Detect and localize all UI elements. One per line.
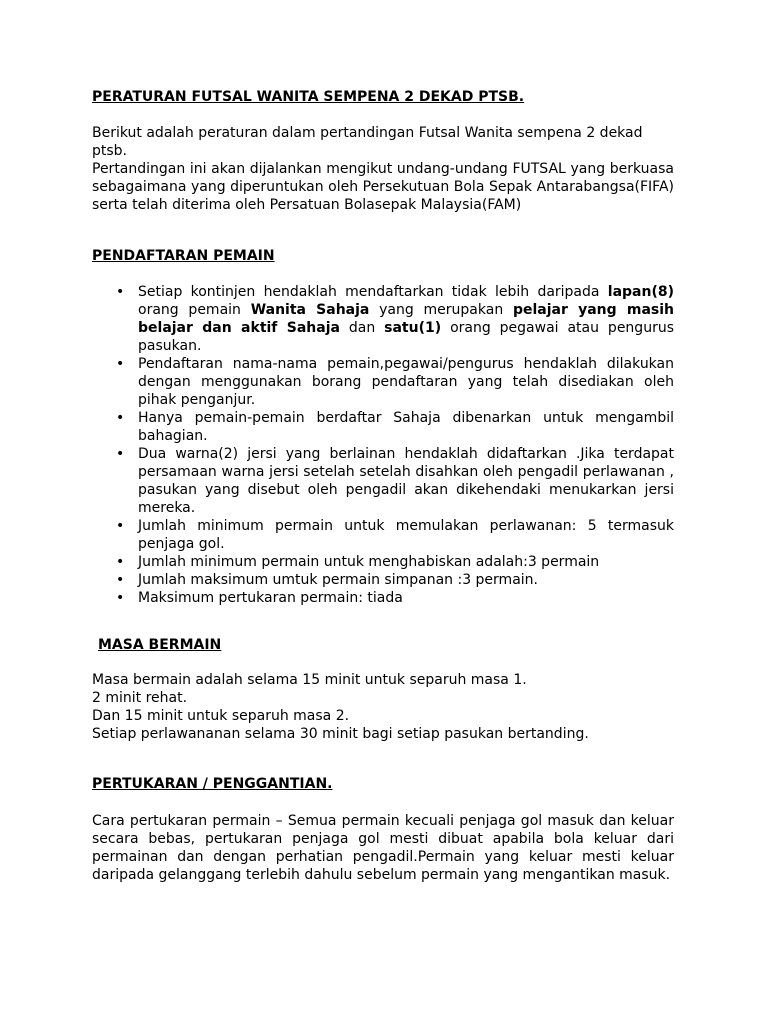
list-item: • Setiap kontinjen hendaklah mendaftarkan tidak lebih daripada lapan(8) orang pemain Wanita Sahaja yang merupakan pelajar yang masih belajar dan aktif Sahaja dan satu(1) orang pegawai atau pengurus pasukan.: [92, 283, 674, 355]
registration-list: [92, 283, 674, 607]
list-item: • Pendaftaran nama-nama pemain,pegawai/pengurus hendaklah dilakukan dengan menggunakan borang pendaftaran yang telah disediakan oleh pihak penganjur.: [92, 355, 674, 409]
playtime-lines: [92, 671, 674, 743]
list-item: • Hanya pemain-pemain berdaftar Sahaja dibenarkan untuk mengambil bahagian.: [92, 409, 674, 445]
playtime-line: Masa bermain adalah selama 15 minit untuk separuh masa 1.: [92, 672, 527, 688]
document-title: PERATURAN FUTSAL WANITA SEMPENA 2 DEKAD PTSB.: [92, 89, 525, 105]
playtime-line: Setiap perlawananan selama 30 minit bagi setiap pasukan bertanding.: [92, 726, 589, 742]
rules-paragraph: Pertandingan ini akan dijalankan mengikut undang-undang FUTSAL yang berkuasa sebagaimana yang diperuntukan oleh Persekutuan Bola Sepak Antarabangsa(FIFA) serta telah diterima oleh Persatuan Bolasepak Malaysia(FAM): [92, 161, 674, 213]
list-item: • Maksimum pertukaran permain: tiada: [92, 589, 674, 607]
list-item: • Dua warna(2) jersi yang berlainan hendaklah didaftarkan .Jika terdapat persamaan warna jersi setelah setelah disahkan oleh pengadil perlawanan , pasukan yang disebut oleh pengadil akan dikehendaki menukarkan jersi mereka.: [92, 445, 674, 517]
registration-heading: PENDAFTARAN PEMAIN: [92, 248, 275, 264]
playtime-heading: MASA BERMAIN: [98, 637, 222, 653]
substitution-paragraph: Cara pertukaran permain – Semua permain kecuali penjaga gol masuk dan keluar secara bebas, pertukaran penjaga gol mesti dibuat apabila bola keluar dari permainan dan dengan perhatian pengadil.Permain yang keluar mesti keluar daripada gelanggang terlebih dahulu sebelum permain yang mengantikan masuk.: [92, 813, 674, 883]
intro-paragraph: Berikut adalah peraturan dalam pertandingan Futsal Wanita sempena 2 dekad ptsb.: [92, 125, 643, 159]
playtime-line: 2 minit rehat.: [92, 690, 188, 706]
list-item: • Jumlah minimum permain untuk memulakan perlawanan: 5 termasuk penjaga gol.: [92, 517, 674, 553]
list-item: • Jumlah maksimum umtuk permain simpanan :3 permain.: [92, 571, 674, 589]
list-item: • Jumlah minimum permain untuk menghabiskan adalah:3 permain: [92, 553, 674, 571]
playtime-line: Dan 15 minit untuk separuh masa 2.: [92, 708, 350, 724]
substitution-heading: PERTUKARAN / PENGGANTIAN.: [92, 776, 333, 792]
